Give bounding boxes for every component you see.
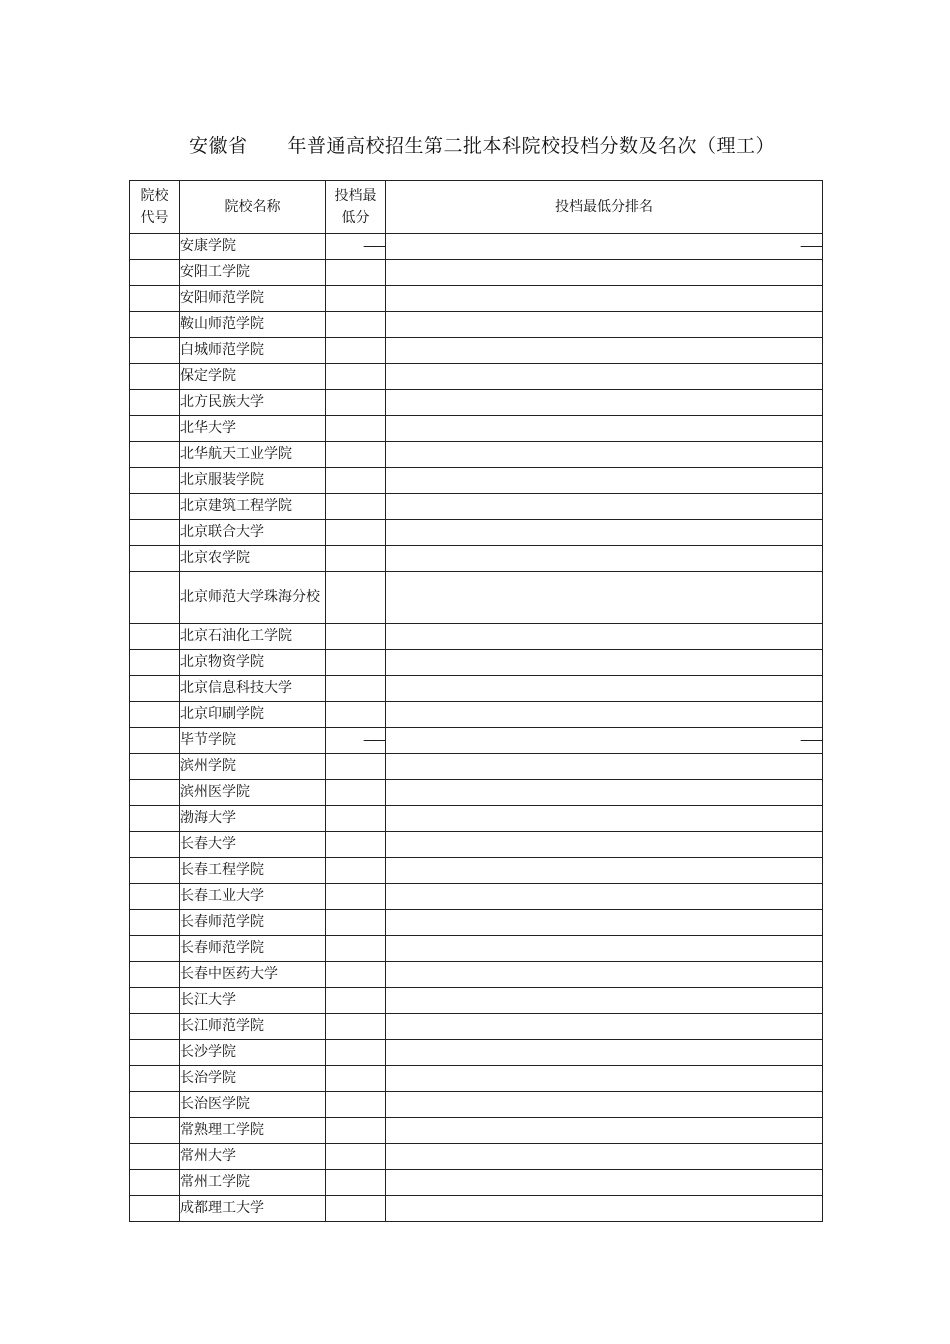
school-name-cell: 滨州学院 (180, 754, 326, 780)
min-score-cell: —— (326, 728, 386, 754)
min-score-cell (326, 416, 386, 442)
table-row (130, 754, 823, 780)
min-score-cell (326, 624, 386, 650)
rank-cell (386, 1118, 823, 1144)
school-name-cell: 长江师范学院 (180, 1014, 326, 1040)
table-row (130, 884, 823, 910)
school-code-cell (130, 546, 180, 572)
min-score-cell (326, 806, 386, 832)
rank-cell (386, 390, 823, 416)
min-score-cell (326, 260, 386, 286)
table-row (130, 494, 823, 520)
rank-cell (386, 1170, 823, 1196)
table-row (130, 260, 823, 286)
table-body (130, 234, 823, 1222)
school-name-cell: 白城师范学院 (180, 338, 326, 364)
school-code-cell (130, 728, 180, 754)
school-code-cell (130, 1014, 180, 1040)
school-name-cell: 长春工业大学 (180, 884, 326, 910)
school-name-cell: 长春中医药大学 (180, 962, 326, 988)
school-name-cell: 北京师范大学珠海分校 (180, 572, 326, 624)
table-row (130, 234, 823, 260)
rank-cell (386, 910, 823, 936)
school-code-cell (130, 702, 180, 728)
rank-cell (386, 338, 823, 364)
rank-cell (386, 468, 823, 494)
min-score-cell (326, 936, 386, 962)
school-name-cell: 渤海大学 (180, 806, 326, 832)
school-code-cell (130, 676, 180, 702)
rank-cell (386, 624, 823, 650)
table-row (130, 1040, 823, 1066)
school-code-cell (130, 754, 180, 780)
school-code-cell (130, 234, 180, 260)
school-code-cell (130, 390, 180, 416)
rank-cell (386, 494, 823, 520)
title-province: 安徽省 (189, 135, 248, 157)
min-score-cell (326, 650, 386, 676)
rank-cell (386, 520, 823, 546)
rank-cell (386, 286, 823, 312)
school-name-cell: 常州工学院 (180, 1170, 326, 1196)
min-score-cell (326, 988, 386, 1014)
table-row (130, 572, 823, 624)
rank-cell (386, 780, 823, 806)
min-score-cell (326, 1014, 386, 1040)
rank-cell (386, 1196, 823, 1222)
min-score-cell (326, 546, 386, 572)
school-name-cell: 长治医学院 (180, 1092, 326, 1118)
table-row (130, 1144, 823, 1170)
school-name-cell: 北京印刷学院 (180, 702, 326, 728)
school-code-cell (130, 624, 180, 650)
school-name-cell: 北京石油化工学院 (180, 624, 326, 650)
table-row (130, 442, 823, 468)
school-code-cell (130, 858, 180, 884)
school-name-cell: 北华航天工业学院 (180, 442, 326, 468)
table-row (130, 312, 823, 338)
table-row (130, 650, 823, 676)
min-score-cell (326, 884, 386, 910)
table-row (130, 1014, 823, 1040)
min-score-cell (326, 1196, 386, 1222)
school-name-cell: 鞍山师范学院 (180, 312, 326, 338)
school-code-cell (130, 988, 180, 1014)
min-score-cell (326, 572, 386, 624)
school-name-cell: 北京联合大学 (180, 520, 326, 546)
rank-cell (386, 1066, 823, 1092)
school-name-cell: 北京信息科技大学 (180, 676, 326, 702)
school-code-cell (130, 1040, 180, 1066)
table-row (130, 364, 823, 390)
school-name-cell: 北华大学 (180, 416, 326, 442)
school-name-cell: 长江大学 (180, 988, 326, 1014)
min-score-cell (326, 1040, 386, 1066)
table-row (130, 1170, 823, 1196)
school-code-cell (130, 416, 180, 442)
table-row (130, 286, 823, 312)
rank-cell (386, 1144, 823, 1170)
min-score-cell (326, 832, 386, 858)
rank-cell (386, 676, 823, 702)
table-row (130, 676, 823, 702)
school-code-cell (130, 338, 180, 364)
school-code-cell (130, 286, 180, 312)
rank-cell (386, 546, 823, 572)
table-row (130, 416, 823, 442)
school-code-cell (130, 1196, 180, 1222)
table-row (130, 1092, 823, 1118)
rank-cell (386, 572, 823, 624)
school-code-cell (130, 364, 180, 390)
school-name-cell: 常州大学 (180, 1144, 326, 1170)
min-score-cell (326, 910, 386, 936)
title-main: 年普通高校招生第二批本科院校投档分数及名次（理工） (287, 135, 776, 157)
school-code-cell (130, 884, 180, 910)
school-name-cell: 北京农学院 (180, 546, 326, 572)
rank-cell (386, 962, 823, 988)
min-score-cell (326, 1118, 386, 1144)
header-rank: 投档最低分排名 (386, 181, 823, 234)
school-code-cell (130, 832, 180, 858)
table-row (130, 702, 823, 728)
table-row (130, 520, 823, 546)
school-code-cell (130, 650, 180, 676)
table-row (130, 910, 823, 936)
table-row (130, 832, 823, 858)
min-score-cell (326, 780, 386, 806)
rank-cell (386, 260, 823, 286)
school-code-cell (130, 468, 180, 494)
table-row (130, 988, 823, 1014)
school-name-cell: 北京建筑工程学院 (180, 494, 326, 520)
rank-cell (386, 936, 823, 962)
school-code-cell (130, 1170, 180, 1196)
min-score-cell (326, 1066, 386, 1092)
school-name-cell: 长治学院 (180, 1066, 326, 1092)
school-code-cell (130, 936, 180, 962)
school-code-cell (130, 780, 180, 806)
admissions-table (129, 180, 823, 1222)
school-name-cell: 长春大学 (180, 832, 326, 858)
school-code-cell (130, 1144, 180, 1170)
rank-cell (386, 806, 823, 832)
table-row (130, 468, 823, 494)
school-code-cell (130, 962, 180, 988)
rank-cell (386, 702, 823, 728)
rank-cell (386, 1092, 823, 1118)
header-code: 院校代号 (130, 181, 180, 234)
rank-cell (386, 754, 823, 780)
table-row (130, 858, 823, 884)
min-score-cell (326, 702, 386, 728)
school-name-cell: 安康学院 (180, 234, 326, 260)
rank-cell (386, 312, 823, 338)
school-name-cell: 毕节学院 (180, 728, 326, 754)
school-code-cell (130, 520, 180, 546)
min-score-cell (326, 676, 386, 702)
min-score-cell (326, 390, 386, 416)
document-title (189, 133, 775, 159)
school-name-cell: 保定学院 (180, 364, 326, 390)
min-score-cell (326, 468, 386, 494)
table-row (130, 936, 823, 962)
school-code-cell (130, 572, 180, 624)
school-name-cell: 北京服装学院 (180, 468, 326, 494)
rank-cell: —— (386, 728, 823, 754)
school-code-cell (130, 260, 180, 286)
table-row (130, 1196, 823, 1222)
school-name-cell: 安阳工学院 (180, 260, 326, 286)
table-row (130, 806, 823, 832)
min-score-cell (326, 338, 386, 364)
school-code-cell (130, 1092, 180, 1118)
table-row (130, 780, 823, 806)
school-name-cell: 滨州医学院 (180, 780, 326, 806)
min-score-cell (326, 754, 386, 780)
school-code-cell (130, 494, 180, 520)
school-name-cell: 安阳师范学院 (180, 286, 326, 312)
rank-cell (386, 364, 823, 390)
school-name-cell: 成都理工大学 (180, 1196, 326, 1222)
min-score-cell (326, 520, 386, 546)
rank-cell (386, 832, 823, 858)
min-score-cell (326, 1144, 386, 1170)
table-row (130, 338, 823, 364)
school-name-cell: 长春师范学院 (180, 910, 326, 936)
min-score-cell (326, 442, 386, 468)
school-code-cell (130, 312, 180, 338)
table-row (130, 1066, 823, 1092)
school-name-cell: 长沙学院 (180, 1040, 326, 1066)
table-header-row (130, 181, 823, 234)
table-row (130, 962, 823, 988)
min-score-cell (326, 364, 386, 390)
rank-cell (386, 1014, 823, 1040)
min-score-cell (326, 962, 386, 988)
min-score-cell (326, 1170, 386, 1196)
table-row (130, 390, 823, 416)
table-row (130, 728, 823, 754)
min-score-cell (326, 858, 386, 884)
school-code-cell (130, 910, 180, 936)
min-score-cell (326, 286, 386, 312)
min-score-cell (326, 494, 386, 520)
rank-cell (386, 442, 823, 468)
school-code-cell (130, 806, 180, 832)
school-name-cell: 北方民族大学 (180, 390, 326, 416)
school-code-cell (130, 1066, 180, 1092)
rank-cell (386, 416, 823, 442)
header-min-score: 投档最低分 (326, 181, 386, 234)
min-score-cell: —— (326, 234, 386, 260)
school-code-cell (130, 442, 180, 468)
school-name-cell: 长春工程学院 (180, 858, 326, 884)
school-name-cell: 长春师范学院 (180, 936, 326, 962)
school-code-cell (130, 1118, 180, 1144)
rank-cell (386, 884, 823, 910)
rank-cell (386, 988, 823, 1014)
school-name-cell: 常熟理工学院 (180, 1118, 326, 1144)
rank-cell: —— (386, 234, 823, 260)
school-name-cell: 北京物资学院 (180, 650, 326, 676)
table-row (130, 624, 823, 650)
rank-cell (386, 1040, 823, 1066)
min-score-cell (326, 1092, 386, 1118)
rank-cell (386, 650, 823, 676)
header-name: 院校名称 (180, 181, 326, 234)
rank-cell (386, 858, 823, 884)
min-score-cell (326, 312, 386, 338)
table-row (130, 1118, 823, 1144)
table-row (130, 546, 823, 572)
